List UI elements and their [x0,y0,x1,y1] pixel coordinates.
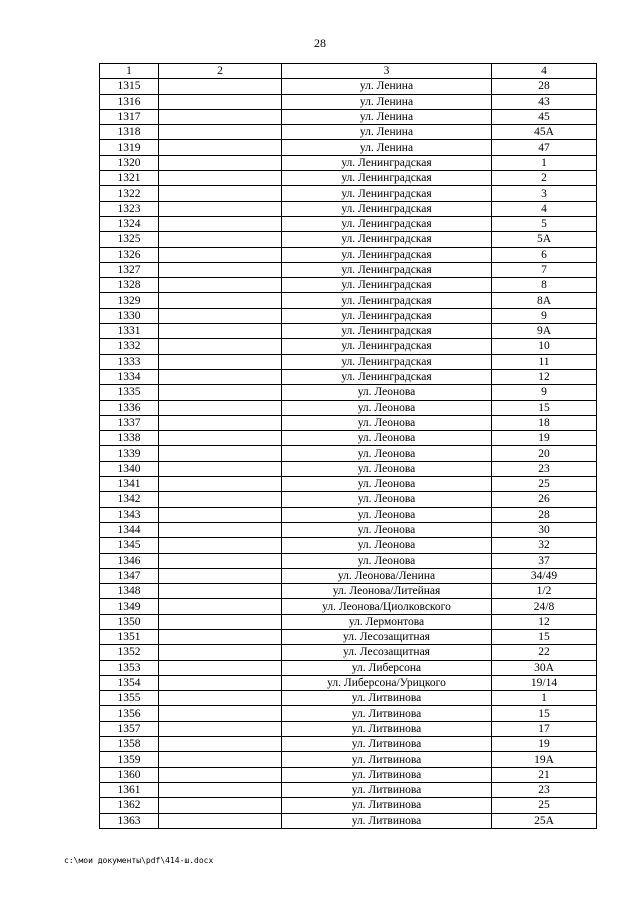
street-cell: ул. Леонова [282,385,492,400]
row-number-cell: 1360 [100,767,159,782]
table-row [100,538,597,553]
row-number-cell: 1318 [100,125,159,140]
empty-cell [159,507,282,522]
row-number-cell: 1331 [100,324,159,339]
house-number-cell: 28 [492,79,597,94]
table-row [100,584,597,599]
table-row [100,186,597,201]
house-number-cell: 18 [492,415,597,430]
table-row [100,614,597,629]
row-number-cell: 1324 [100,216,159,231]
table-row [100,782,597,797]
street-cell: ул. Литвинова [282,798,492,813]
table-row [100,675,597,690]
table-row [100,247,597,262]
row-number-cell: 1333 [100,354,159,369]
table-row [100,171,597,186]
row-number-cell: 1336 [100,400,159,415]
house-number-cell: 23 [492,782,597,797]
street-cell: ул. Литвинова [282,691,492,706]
empty-cell [159,706,282,721]
house-number-cell: 6 [492,247,597,262]
street-cell: ул. Ленинградская [282,232,492,247]
street-cell: ул. Леонова [282,431,492,446]
row-number-cell: 1357 [100,721,159,736]
street-cell: ул. Ленинградская [282,369,492,384]
empty-cell [159,538,282,553]
table-header-row [100,64,597,79]
row-number-cell: 1361 [100,782,159,797]
table-row [100,477,597,492]
row-number-cell: 1316 [100,94,159,109]
house-number-cell: 25А [492,813,597,828]
house-number-cell: 12 [492,614,597,629]
empty-cell [159,721,282,736]
table-row [100,813,597,828]
house-number-cell: 22 [492,645,597,660]
table-row [100,125,597,140]
table-row [100,232,597,247]
empty-cell [159,584,282,599]
table-row [100,507,597,522]
street-cell: ул. Ленинградская [282,278,492,293]
header-cell-3: 3 [282,64,492,79]
street-cell: ул. Ленинградская [282,293,492,308]
row-number-cell: 1328 [100,278,159,293]
row-number-cell: 1353 [100,660,159,675]
empty-cell [159,767,282,782]
empty-cell [159,492,282,507]
row-number-cell: 1320 [100,155,159,170]
street-cell: ул. Лермонтова [282,614,492,629]
row-number-cell: 1341 [100,477,159,492]
address-table-body [100,64,597,829]
row-number-cell: 1340 [100,461,159,476]
house-number-cell: 7 [492,262,597,277]
empty-cell [159,431,282,446]
table-row [100,599,597,614]
empty-cell [159,324,282,339]
row-number-cell: 1345 [100,538,159,553]
empty-cell [159,691,282,706]
empty-cell [159,369,282,384]
house-number-cell: 37 [492,553,597,568]
street-cell: ул. Ленинградская [282,247,492,262]
house-number-cell: 2 [492,171,597,186]
row-number-cell: 1322 [100,186,159,201]
empty-cell [159,477,282,492]
house-number-cell: 28 [492,507,597,522]
table-row [100,553,597,568]
street-cell: ул. Либерсона/Урицкого [282,675,492,690]
house-number-cell: 8А [492,293,597,308]
street-cell: ул. Литвинова [282,767,492,782]
empty-cell [159,400,282,415]
table-row [100,737,597,752]
street-cell: ул. Литвинова [282,721,492,736]
table-row [100,201,597,216]
house-number-cell: 15 [492,629,597,644]
house-number-cell: 24/8 [492,599,597,614]
street-cell: ул. Леонова [282,446,492,461]
row-number-cell: 1321 [100,171,159,186]
house-number-cell: 20 [492,446,597,461]
house-number-cell: 1/2 [492,584,597,599]
house-number-cell: 25 [492,477,597,492]
empty-cell [159,155,282,170]
street-cell: ул. Лесозащитная [282,629,492,644]
row-number-cell: 1315 [100,79,159,94]
empty-cell [159,385,282,400]
table-row [100,216,597,231]
empty-cell [159,782,282,797]
row-number-cell: 1355 [100,691,159,706]
table-row [100,492,597,507]
table-row [100,767,597,782]
table-row [100,262,597,277]
empty-cell [159,737,282,752]
row-number-cell: 1363 [100,813,159,828]
table-row [100,278,597,293]
row-number-cell: 1347 [100,568,159,583]
house-number-cell: 19/14 [492,675,597,690]
empty-cell [159,415,282,430]
empty-cell [159,645,282,660]
table-row [100,308,597,323]
page-number: 28 [314,36,326,50]
row-number-cell: 1335 [100,385,159,400]
row-number-cell: 1342 [100,492,159,507]
house-number-cell: 43 [492,94,597,109]
street-cell: ул. Леонова [282,461,492,476]
empty-cell [159,94,282,109]
table-row [100,721,597,736]
empty-cell [159,79,282,94]
row-number-cell: 1344 [100,522,159,537]
house-number-cell: 23 [492,461,597,476]
row-number-cell: 1350 [100,614,159,629]
empty-cell [159,798,282,813]
table-row [100,140,597,155]
empty-cell [159,140,282,155]
street-cell: ул. Ленинградская [282,216,492,231]
street-cell: ул. Леонова [282,477,492,492]
row-number-cell: 1329 [100,293,159,308]
street-cell: ул. Ленинградская [282,308,492,323]
empty-cell [159,125,282,140]
street-cell: ул. Леонова/Циолковского [282,599,492,614]
house-number-cell: 1 [492,155,597,170]
empty-cell [159,522,282,537]
row-number-cell: 1339 [100,446,159,461]
table-row [100,109,597,124]
house-number-cell: 9 [492,385,597,400]
table-row [100,522,597,537]
address-table [99,63,597,829]
house-number-cell: 5А [492,232,597,247]
house-number-cell: 30А [492,660,597,675]
table-row [100,446,597,461]
empty-cell [159,216,282,231]
empty-cell [159,354,282,369]
house-number-cell: 12 [492,369,597,384]
house-number-cell: 9А [492,324,597,339]
table-row [100,706,597,721]
empty-cell [159,553,282,568]
table-row [100,79,597,94]
empty-cell [159,614,282,629]
table-row [100,461,597,476]
street-cell: ул. Ленинградская [282,171,492,186]
empty-cell [159,675,282,690]
empty-cell [159,186,282,201]
street-cell: ул. Ленина [282,125,492,140]
street-cell: ул. Ленинградская [282,262,492,277]
row-number-cell: 1348 [100,584,159,599]
house-number-cell: 32 [492,538,597,553]
street-cell: ул. Леонова/Ленина [282,568,492,583]
empty-cell [159,232,282,247]
house-number-cell: 11 [492,354,597,369]
row-number-cell: 1359 [100,752,159,767]
house-number-cell: 21 [492,767,597,782]
house-number-cell: 30 [492,522,597,537]
table-row [100,324,597,339]
row-number-cell: 1356 [100,706,159,721]
house-number-cell: 47 [492,140,597,155]
empty-cell [159,262,282,277]
empty-cell [159,813,282,828]
table-row [100,293,597,308]
house-number-cell: 19 [492,431,597,446]
table-row [100,155,597,170]
house-number-cell: 45 [492,109,597,124]
table-row [100,752,597,767]
row-number-cell: 1362 [100,798,159,813]
table-row [100,415,597,430]
empty-cell [159,293,282,308]
house-number-cell: 9 [492,308,597,323]
house-number-cell: 15 [492,400,597,415]
house-number-cell: 1 [492,691,597,706]
house-number-cell: 34/49 [492,568,597,583]
street-cell: ул. Леонова [282,415,492,430]
table-row [100,431,597,446]
row-number-cell: 1325 [100,232,159,247]
row-number-cell: 1326 [100,247,159,262]
street-cell: ул. Ленинградская [282,324,492,339]
empty-cell [159,308,282,323]
empty-cell [159,599,282,614]
street-cell: ул. Лесозащитная [282,645,492,660]
house-number-cell: 8 [492,278,597,293]
row-number-cell: 1351 [100,629,159,644]
street-cell: ул. Леонова [282,553,492,568]
house-number-cell: 15 [492,706,597,721]
empty-cell [159,278,282,293]
street-cell: ул. Ленина [282,79,492,94]
row-number-cell: 1352 [100,645,159,660]
empty-cell [159,171,282,186]
street-cell: ул. Леонова [282,492,492,507]
table-row [100,94,597,109]
row-number-cell: 1346 [100,553,159,568]
house-number-cell: 5 [492,216,597,231]
table-row [100,691,597,706]
house-number-cell: 10 [492,339,597,354]
street-cell: ул. Леонова [282,538,492,553]
house-number-cell: 25 [492,798,597,813]
header-cell-4: 4 [492,64,597,79]
table-row [100,400,597,415]
street-cell: ул. Ленина [282,94,492,109]
street-cell: ул. Ленинградская [282,339,492,354]
street-cell: ул. Литвинова [282,737,492,752]
house-number-cell: 45А [492,125,597,140]
empty-cell [159,339,282,354]
table-row [100,629,597,644]
row-number-cell: 1327 [100,262,159,277]
street-cell: ул. Леонова [282,522,492,537]
street-cell: ул. Либерсона [282,660,492,675]
footer-file-path: c:\мои документы\pdf\414-ш.docx [64,856,214,865]
empty-cell [159,446,282,461]
row-number-cell: 1358 [100,737,159,752]
table-row [100,645,597,660]
empty-cell [159,247,282,262]
street-cell: ул. Ленинградская [282,155,492,170]
row-number-cell: 1343 [100,507,159,522]
row-number-cell: 1319 [100,140,159,155]
row-number-cell: 1334 [100,369,159,384]
house-number-cell: 26 [492,492,597,507]
street-cell: ул. Ленинградская [282,201,492,216]
house-number-cell: 3 [492,186,597,201]
empty-cell [159,461,282,476]
street-cell: ул. Литвинова [282,813,492,828]
row-number-cell: 1330 [100,308,159,323]
street-cell: ул. Ленина [282,140,492,155]
header-cell-1: 1 [100,64,159,79]
table-row [100,369,597,384]
street-cell: ул. Ленинградская [282,354,492,369]
table-row [100,798,597,813]
header-cell-2: 2 [159,64,282,79]
table-row [100,339,597,354]
row-number-cell: 1323 [100,201,159,216]
table-row [100,660,597,675]
street-cell: ул. Леонова [282,400,492,415]
street-cell: ул. Ленинградская [282,186,492,201]
empty-cell [159,109,282,124]
house-number-cell: 4 [492,201,597,216]
empty-cell [159,568,282,583]
empty-cell [159,201,282,216]
row-number-cell: 1317 [100,109,159,124]
street-cell: ул. Литвинова [282,706,492,721]
street-cell: ул. Литвинова [282,752,492,767]
row-number-cell: 1354 [100,675,159,690]
street-cell: ул. Леонова [282,507,492,522]
table-row [100,385,597,400]
house-number-cell: 19 [492,737,597,752]
row-number-cell: 1332 [100,339,159,354]
house-number-cell: 17 [492,721,597,736]
empty-cell [159,660,282,675]
row-number-cell: 1338 [100,431,159,446]
empty-cell [159,752,282,767]
row-number-cell: 1349 [100,599,159,614]
table-row [100,354,597,369]
table-row [100,568,597,583]
street-cell: ул. Леонова/Литейная [282,584,492,599]
street-cell: ул. Ленина [282,109,492,124]
street-cell: ул. Литвинова [282,782,492,797]
house-number-cell: 19А [492,752,597,767]
row-number-cell: 1337 [100,415,159,430]
empty-cell [159,629,282,644]
